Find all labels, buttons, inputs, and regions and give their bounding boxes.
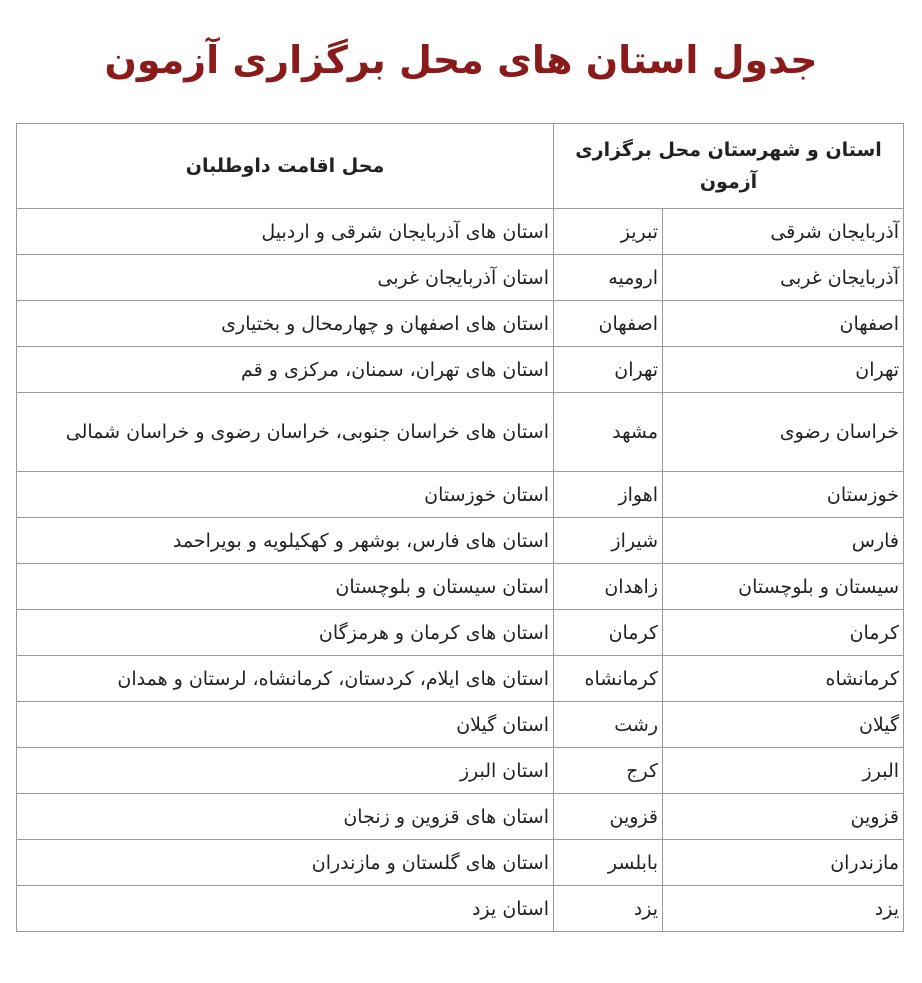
table-row <box>17 840 904 886</box>
province-cell: تهران <box>663 347 904 393</box>
province-cell: اصفهان <box>663 301 904 347</box>
table-row <box>17 794 904 840</box>
city-cell: مشهد <box>554 393 663 472</box>
city-cell: کرمانشاه <box>554 656 663 702</box>
residence-cell: استان های کرمان و هرمزگان <box>17 610 554 656</box>
province-cell: سیستان و بلوچستان <box>663 564 904 610</box>
table-body <box>17 209 904 932</box>
city-cell: تهران <box>554 347 663 393</box>
province-cell: کرمانشاه <box>663 656 904 702</box>
city-cell: ارومیه <box>554 255 663 301</box>
residence-cell: استان های قزوین و زنجان <box>17 794 554 840</box>
residence-cell: استان آذربایجان غربی <box>17 255 554 301</box>
table-row <box>17 393 904 472</box>
table-row <box>17 748 904 794</box>
table-row <box>17 610 904 656</box>
table-row <box>17 702 904 748</box>
residence-cell: استان های فارس، بوشهر و کهکیلویه و بویراحمد <box>17 518 554 564</box>
residence-cell: استان های اصفهان و چهارمحال و بختیاری <box>17 301 554 347</box>
residence-cell: استان البرز <box>17 748 554 794</box>
province-cell: گیلان <box>663 702 904 748</box>
residence-cell: استان خوزستان <box>17 472 554 518</box>
residence-cell: استان یزد <box>17 886 554 932</box>
city-cell: کرج <box>554 748 663 794</box>
table-header-row <box>17 124 904 209</box>
table-row <box>17 656 904 702</box>
province-cell: یزد <box>663 886 904 932</box>
exam-venues-table <box>16 123 904 932</box>
province-cell: قزوین <box>663 794 904 840</box>
table-row <box>17 301 904 347</box>
province-cell: آذربایجان غربی <box>663 255 904 301</box>
province-cell: آذربایجان شرقی <box>663 209 904 255</box>
province-cell: کرمان <box>663 610 904 656</box>
province-cell: البرز <box>663 748 904 794</box>
city-cell: رشت <box>554 702 663 748</box>
table-row <box>17 886 904 932</box>
city-cell: تبریز <box>554 209 663 255</box>
province-cell: خوزستان <box>663 472 904 518</box>
residence-cell: استان های تهران، سمنان، مرکزی و قم <box>17 347 554 393</box>
residence-cell: استان سیستان و بلوچستان <box>17 564 554 610</box>
city-cell: اصفهان <box>554 301 663 347</box>
table-row <box>17 255 904 301</box>
table-row <box>17 347 904 393</box>
table-row <box>17 472 904 518</box>
residence-cell: استان های آذربایجان شرقی و اردبیل <box>17 209 554 255</box>
city-cell: کرمان <box>554 610 663 656</box>
residence-cell: استان های گلستان و مازندران <box>17 840 554 886</box>
residence-cell: استان گیلان <box>17 702 554 748</box>
city-cell: بابلسر <box>554 840 663 886</box>
province-cell: مازندران <box>663 840 904 886</box>
city-cell: قزوین <box>554 794 663 840</box>
city-cell: اهواز <box>554 472 663 518</box>
header-venue: استان و شهرستان محل برگزاری آزمون <box>554 124 904 209</box>
page-title: جدول استان های محل برگزاری آزمون <box>104 38 818 82</box>
residence-cell: استان های خراسان جنوبی، خراسان رضوی و خراسان شمالی <box>17 393 554 472</box>
province-cell: خراسان رضوی <box>663 393 904 472</box>
city-cell: زاهدان <box>554 564 663 610</box>
residence-cell: استان های ایلام، کردستان، کرمانشاه، لرستان و همدان <box>17 656 554 702</box>
table-row <box>17 518 904 564</box>
city-cell: شیراز <box>554 518 663 564</box>
province-cell: فارس <box>663 518 904 564</box>
table-row <box>17 209 904 255</box>
table-row <box>17 564 904 610</box>
header-residence: محل اقامت داوطلبان <box>17 124 554 209</box>
city-cell: یزد <box>554 886 663 932</box>
